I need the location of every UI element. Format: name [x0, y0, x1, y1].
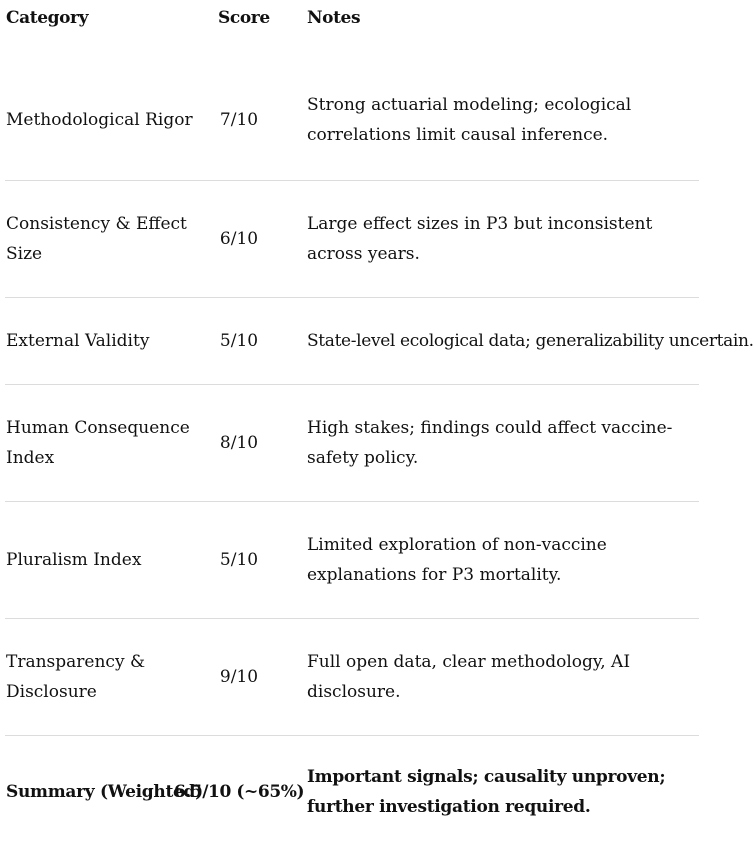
row-score: 9/10	[219, 667, 259, 687]
row-score: 6/10	[219, 229, 259, 249]
header-score: Score	[218, 8, 270, 28]
table-row	[0, 60, 702, 180]
summary-score: 6.5/10 (~65%)	[173, 782, 305, 802]
row-score: 5/10	[219, 550, 259, 570]
table-row	[0, 298, 754, 384]
table-row	[0, 619, 702, 735]
row-category: Human Consequence Index	[6, 418, 190, 468]
row-category: Consistency & Effect Size	[6, 214, 187, 264]
row-notes: State-level ecological data; generalizability uncertain.	[307, 331, 754, 351]
table-row	[0, 502, 702, 618]
row-notes: Large effect sizes in P3 but inconsistent across years.	[307, 214, 653, 264]
summary-notes: Important signals; causality unproven; further investigation required.	[307, 767, 666, 817]
row-category: Transparency & Disclosure	[6, 652, 146, 702]
header-notes: Notes	[307, 8, 361, 28]
row-category: Pluralism Index	[6, 550, 142, 570]
row-score: 5/10	[219, 331, 259, 351]
row-category: Methodological Rigor	[6, 110, 193, 130]
header-category: Category	[6, 8, 89, 28]
table-row	[0, 385, 702, 501]
table-row	[0, 181, 702, 297]
table-header	[0, 0, 702, 40]
summary-category: Summary (Weighted)	[6, 782, 203, 802]
row-score: 8/10	[219, 433, 259, 453]
row-score: 7/10	[219, 110, 259, 130]
row-notes: Limited exploration of non-vaccine explanations for P3 mortality.	[307, 535, 607, 585]
summary-row	[0, 736, 702, 848]
row-notes: Full open data, clear methodology, AI disclosure.	[307, 652, 631, 702]
row-notes: Strong actuarial modeling; ecological correlations limit causal inference.	[307, 95, 632, 145]
row-notes: High stakes; findings could affect vaccine-safety policy.	[307, 418, 673, 468]
row-category: External Validity	[6, 331, 150, 351]
